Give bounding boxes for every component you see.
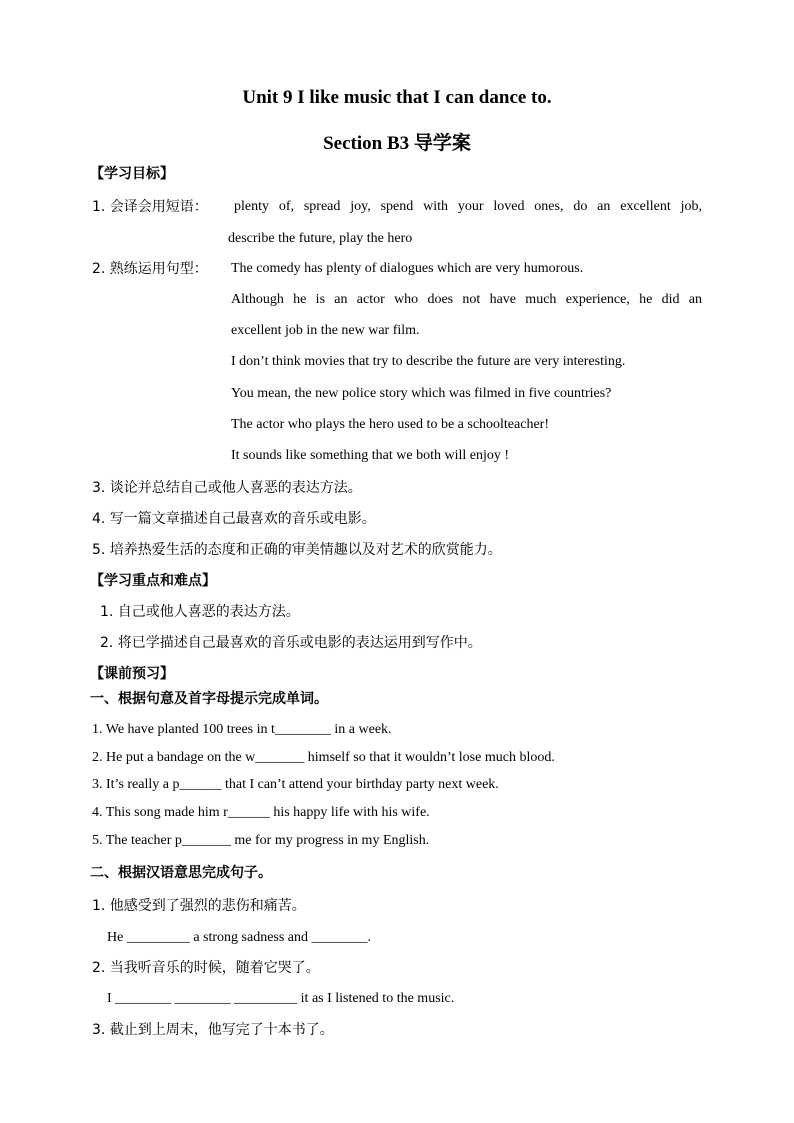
part2-q1-english: He _________ a strong sadness and ________.	[107, 930, 372, 945]
key-point-2: 2. 将已学描述自己最喜欢的音乐或电影的表达运用到写作中。	[100, 635, 482, 651]
key-point-1: 1. 自己或他人喜恶的表达方法。	[100, 604, 300, 620]
part1-item-5: 5. The teacher p_______ me for my progress in my English.	[92, 833, 430, 848]
objective-3: 3. 谈论并总结自己或他人喜恶的表达方法。	[92, 480, 362, 496]
part1-item-4: 4. This song made him r______ his happy life with his wife.	[92, 805, 430, 820]
objective-2-sentence-2: Although he is an actor who does not have much experience, he did an	[231, 292, 702, 307]
preview-heading: 【课前预习】	[90, 666, 174, 682]
objective-2-sentence-5: The actor who plays the hero used to be a schoolteacher!	[231, 417, 549, 432]
document-title: Unit 9 I like music that I can dance to.	[242, 87, 552, 108]
objective-2-sentence-4: You mean, the new police story which was filmed in five countries?	[231, 386, 612, 401]
objective-1-phrases-line1: plenty of, spread joy, spend with your loved ones, do an excellent job,	[234, 199, 702, 214]
part2-heading: 二、根据汉语意思完成句子。	[90, 865, 272, 881]
part1-item-3: 3. It’s really a p______ that I can’t attend your birthday party next week.	[92, 777, 499, 792]
objective-5: 5. 培养热爱生活的态度和正确的审美情趣以及对艺术的欣赏能力。	[92, 542, 502, 558]
document-subtitle: Section B3 导学案	[323, 133, 471, 154]
objective-1-phrases-line2: describe the future, play the hero	[228, 231, 413, 246]
part2-q3-chinese: 3. 截止到上周末，他写完了十本书了。	[92, 1022, 334, 1038]
objective-2-sentence-2-cont: excellent job in the new war film.	[231, 323, 420, 338]
objective-2-sentence-3: I don’t think movies that try to describe the future are very interesting.	[231, 354, 626, 369]
objective-2-sentence-6: It sounds like something that we both will enjoy !	[231, 448, 510, 463]
part1-item-1: 1. We have planted 100 trees in t________ in a week.	[92, 722, 392, 737]
part1-heading: 一、根据句意及首字母提示完成单词。	[90, 691, 328, 707]
part2-q2-english: I ________ ________ _________ it as I listened to the music.	[107, 991, 455, 1006]
part1-item-2: 2. He put a bandage on the w_______ himself so that it wouldn’t lose much blood.	[92, 750, 555, 765]
objectives-heading: 【学习目标】	[90, 166, 174, 182]
key-points-heading: 【学习重点和难点】	[90, 573, 216, 589]
part2-q2-chinese: 2. 当我听音乐的时候，随着它哭了。	[92, 960, 320, 976]
objective-4: 4. 写一篇文章描述自己最喜欢的音乐或电影。	[92, 511, 376, 527]
part2-q1-chinese: 1. 他感受到了强烈的悲伤和痛苦。	[92, 898, 306, 914]
objective-2-sentence-1: The comedy has plenty of dialogues which are very humorous.	[231, 261, 584, 276]
objective-2-label: 2. 熟练运用句型：	[92, 261, 208, 277]
objective-1-label: 1. 会译会用短语：	[92, 199, 208, 215]
